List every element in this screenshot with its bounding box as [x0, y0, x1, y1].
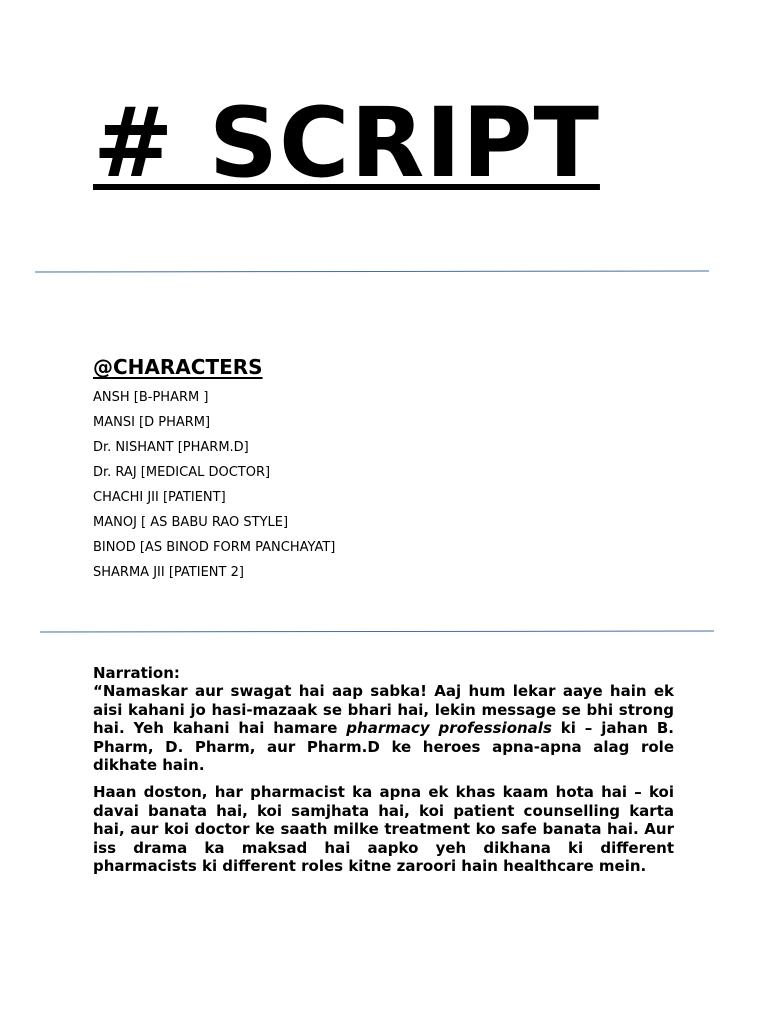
narration-paragraph-2: Haan doston, har pharmacist ka apna ek khas kaam hota hai – koi davai banata hai, koi samjhata hai, koi patient counselling karta hai, aur koi doctor ke saath milke treatment ko safe banata hai. Aur iss drama ka maksad hai aapko yeh dikhana ki different pharmacists ki different roles kitne zaroori hain healthcare mein.: [93, 783, 674, 876]
narration-section: [93, 664, 674, 875]
narration-paragraph-1: [93, 664, 674, 774]
character-item: Dr. RAJ [MEDICAL DOCTOR]: [93, 465, 271, 480]
character-item: ANSH [B-PHARM ]: [93, 390, 209, 405]
characters-list: [93, 387, 335, 587]
narration-text: ki – jahan B. Pharm, D. Pharm, aur Pharm.D ke heroes apna-apna alag role dikhate hain.: [93, 719, 674, 775]
document-title: # SCRIPT: [93, 87, 600, 199]
narration-text: “Namaskar aur swagat hai aap sabka! Aaj hum lekar aaye hain ek aisi kahani jo hasi-mazaak se bhari hai, lekin message se bhi strong hai. Yeh kahani hai hamare: [93, 682, 674, 738]
narration-emphasis: pharmacy professionals: [346, 719, 552, 738]
character-item: SHARMA JII [PATIENT 2]: [93, 565, 244, 580]
character-item: BINOD [AS BINOD FORM PANCHAYAT]: [93, 540, 336, 555]
horizontal-divider: [35, 271, 709, 273]
character-item: CHACHI JII [PATIENT]: [93, 490, 226, 505]
characters-heading: @CHARACTERS: [93, 355, 263, 379]
character-item: Dr. NISHANT [PHARM.D]: [93, 440, 249, 455]
character-item: MANOJ [ AS BABU RAO STYLE]: [93, 515, 289, 530]
horizontal-divider: [40, 631, 714, 633]
character-item: MANSI [D PHARM]: [93, 415, 211, 430]
narration-label: Narration:: [93, 664, 180, 682]
